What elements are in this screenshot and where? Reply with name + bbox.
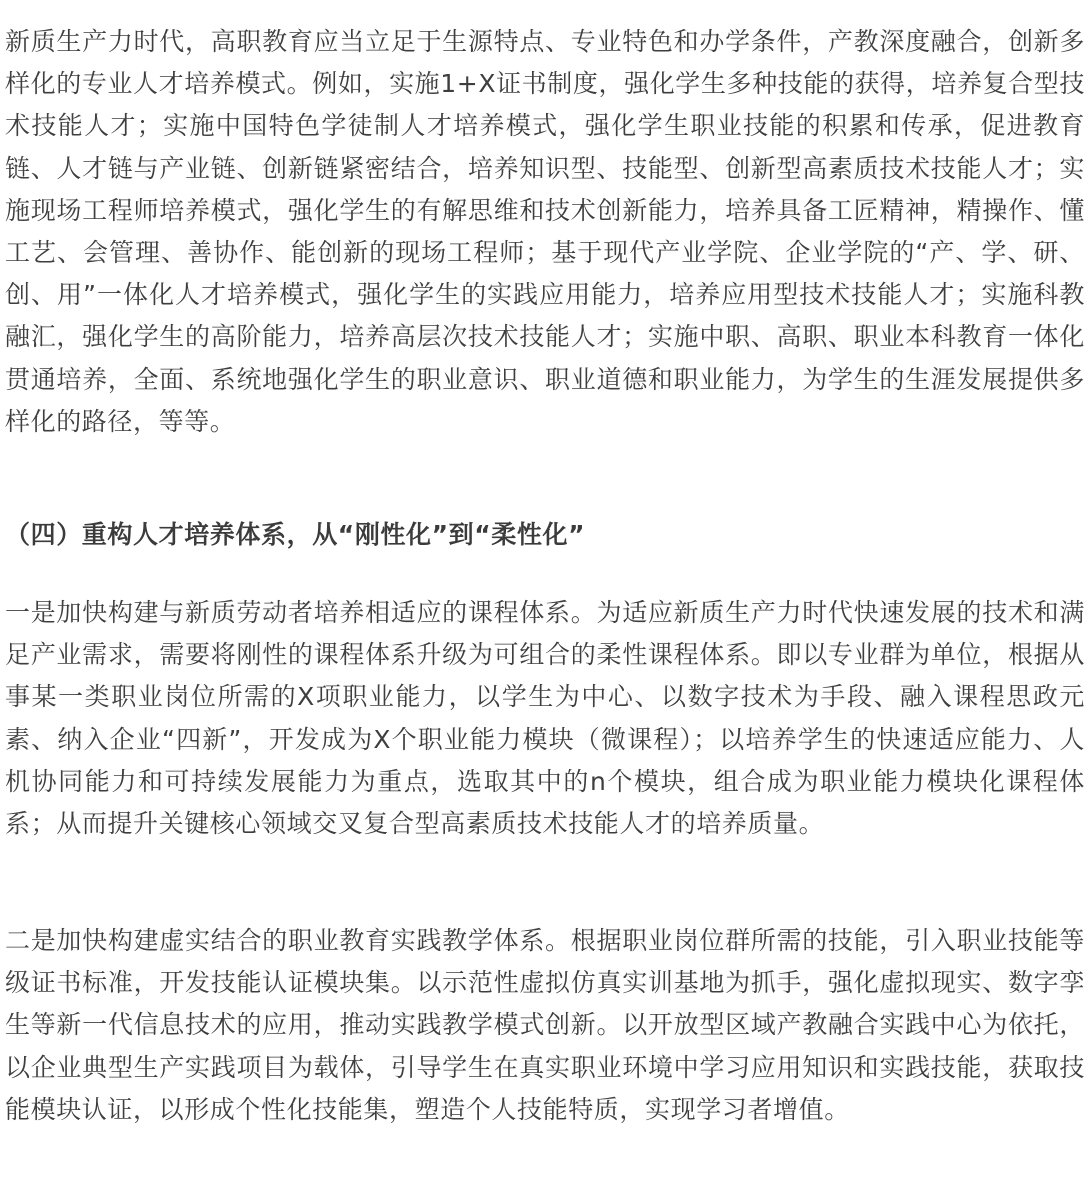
paragraph-talent-training-modes: 新质生产力时代，高职教育应当立足于生源特点、专业特色和办学条件，产教深度融合，创新多样化的专业人才培养模式。例如，实施1+X证书制度，强化学生多种技能的获得，培养复合型技术技能人才；实施中国特色学徒制人才培养模式，强化学生职业技能的积累和传承，促进教育链、人才链与产业链、创新链紧密结合，培养知识型、技能型、创新型高素质技术技能人才；实施现场工程师培养模式，强化学生的有解思维和技术创新能力，培养具备工匠精神，精操作、懂工艺、会管理、善协作、能创新的现场工程师；基于现代产业学院、企业学院的“产、学、研、创、用”一体化人才培养模式，强化学生的实践应用能力，培养应用型技术技能人才；实施科教融汇，强化学生的高阶能力，培养高层次技术技能人才；实施中职、高职、职业本科教育一体化贯通培养，全面、系统地强化学生的职业意识、职业道德和职业能力，为学生的生涯发展提供多样化的路径，等等。	[5, 27, 1085, 436]
paragraph-practice-teaching-system: 二是加快构建虚实结合的职业教育实践教学体系。根据职业岗位群所需的技能，引入职业技能等级证书标准，开发技能认证模块集。以示范性虚拟仿真实训基地为抓手，强化虚拟现实、数字孪生等新一代信息技术的应用，推动实践教学模式创新。以开放型区域产教融合实践中心为依托，以企业典型生产实践项目为载体，引导学生在真实职业环境中学习应用知识和实践技能，获取技能模块认证，以形成个性化技能集，塑造个人技能特质，实现学习者增值。	[5, 926, 1085, 1124]
section-heading-4: （四）重构人才培养体系，从“刚性化”到“柔性化”	[5, 520, 586, 549]
paragraph-curriculum-system: 一是加快构建与新质劳动者培养相适应的课程体系。为适应新质生产力时代快速发展的技术和满足产业需求，需要将刚性的课程体系升级为可组合的柔性课程体系。即以专业群为单位，根据从事某一类职业岗位所需的X项职业能力，以学生为中心、以数字技术为手段、融入课程思政元素、纳入企业“四新”，开发成为X个职业能力模块（微课程）；以培养学生的快速适应能力、人机协同能力和可持续发展能力为重点，选取其中的n个模块，组合成为职业能力模块化课程体系；从而提升关键核心领域交叉复合型高素质技术技能人才的培养质量。	[5, 598, 1085, 839]
